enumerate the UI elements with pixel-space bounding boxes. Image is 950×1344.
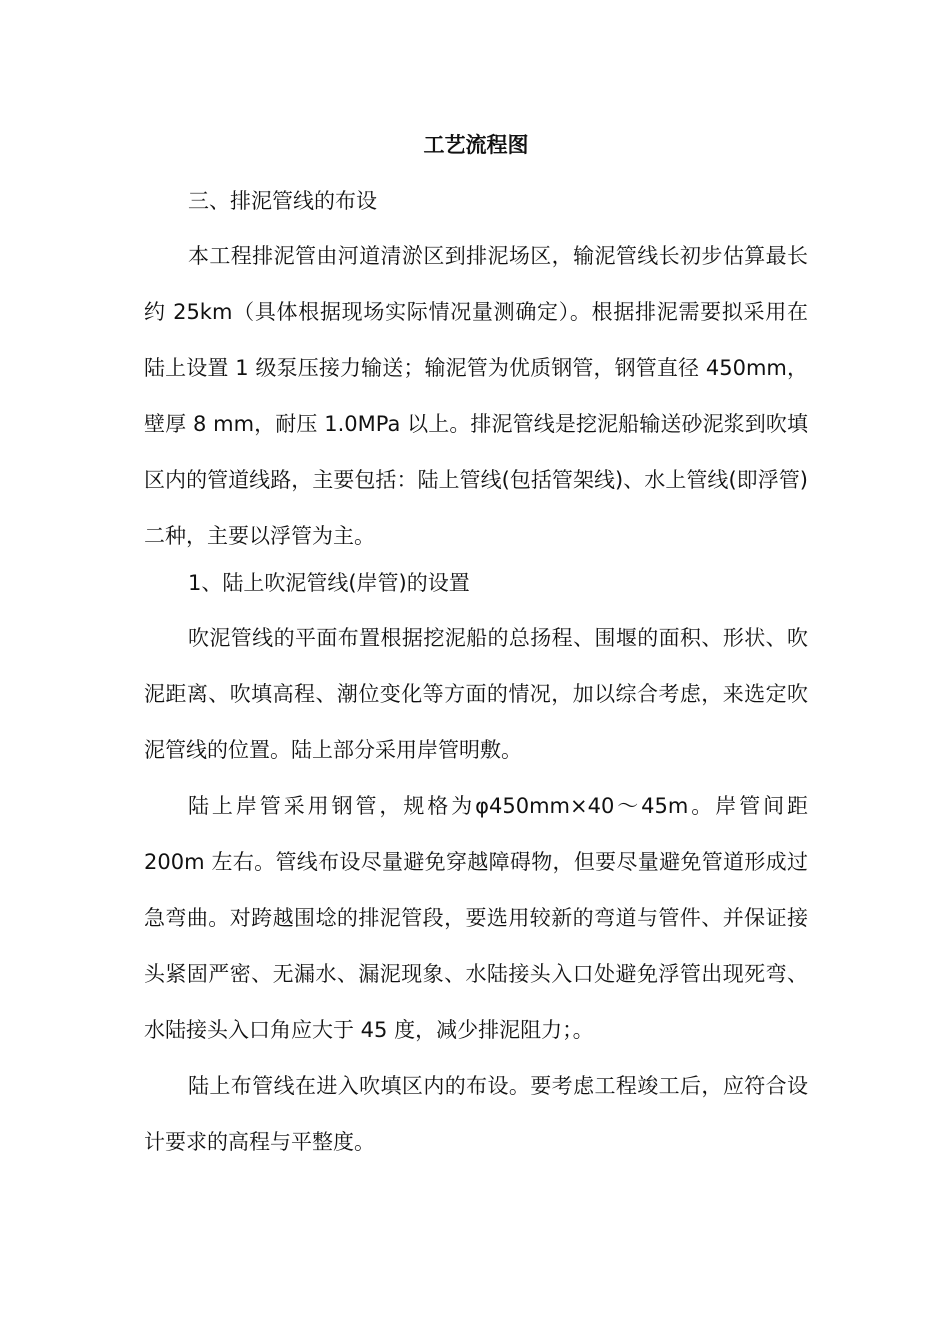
paragraph-fill-area-layout: 陆上布管线在进入吹填区内的布设。要考虑工程竣工后，应符合设计要求的高程与平整度。: [144, 1074, 808, 1154]
document-body: [144, 126, 808, 1170]
document-title: 工艺流程图: [423, 133, 529, 157]
paragraph-pipeline-overview: 本工程排泥管由河道清淤区到排泥场区，输泥管线长初步估算最长约 25km（具体根据现场实际情况量测确定）。根据排泥需要拟采用在陆上设置 1 级泵压接力输送；输泥管为优质钢管，钢管直径 450mm，壁厚 8 mm，耐压 1.0MPa 以上。排泥管线是挖泥船输送砂泥浆到吹填区内的管道线路，主要包括：陆上管线(包括管架线)、水上管线(即浮管)二种，主要以浮管为主。: [144, 244, 808, 548]
subsection-heading: 1、陆上吹泥管线(岸管)的设置: [188, 571, 470, 595]
paragraph-layout-planning: 吹泥管线的平面布置根据挖泥船的总扬程、围堰的面积、形状、吹泥距离、吹填高程、潮位变化等方面的情况，加以综合考虑，来选定吹泥管线的位置。陆上部分采用岸管明敷。: [144, 626, 808, 762]
paragraph-shore-pipe-specs: 陆上岸管采用钢管，规格为φ450mm×40～45m。岸管间距 200m 左右。管线布设尽量避免穿越障碍物，但要尽量避免管道形成过急弯曲。对跨越围埝的排泥管段，要选用较新的弯道与管件、并保证接头紧固严密、无漏水、漏泥现象、水陆接头入口处避免浮管出现死弯、水陆接头入口角应大于 45 度，减少排泥阻力；。: [144, 794, 808, 1042]
section-heading: 三、排泥管线的布设: [188, 189, 377, 213]
